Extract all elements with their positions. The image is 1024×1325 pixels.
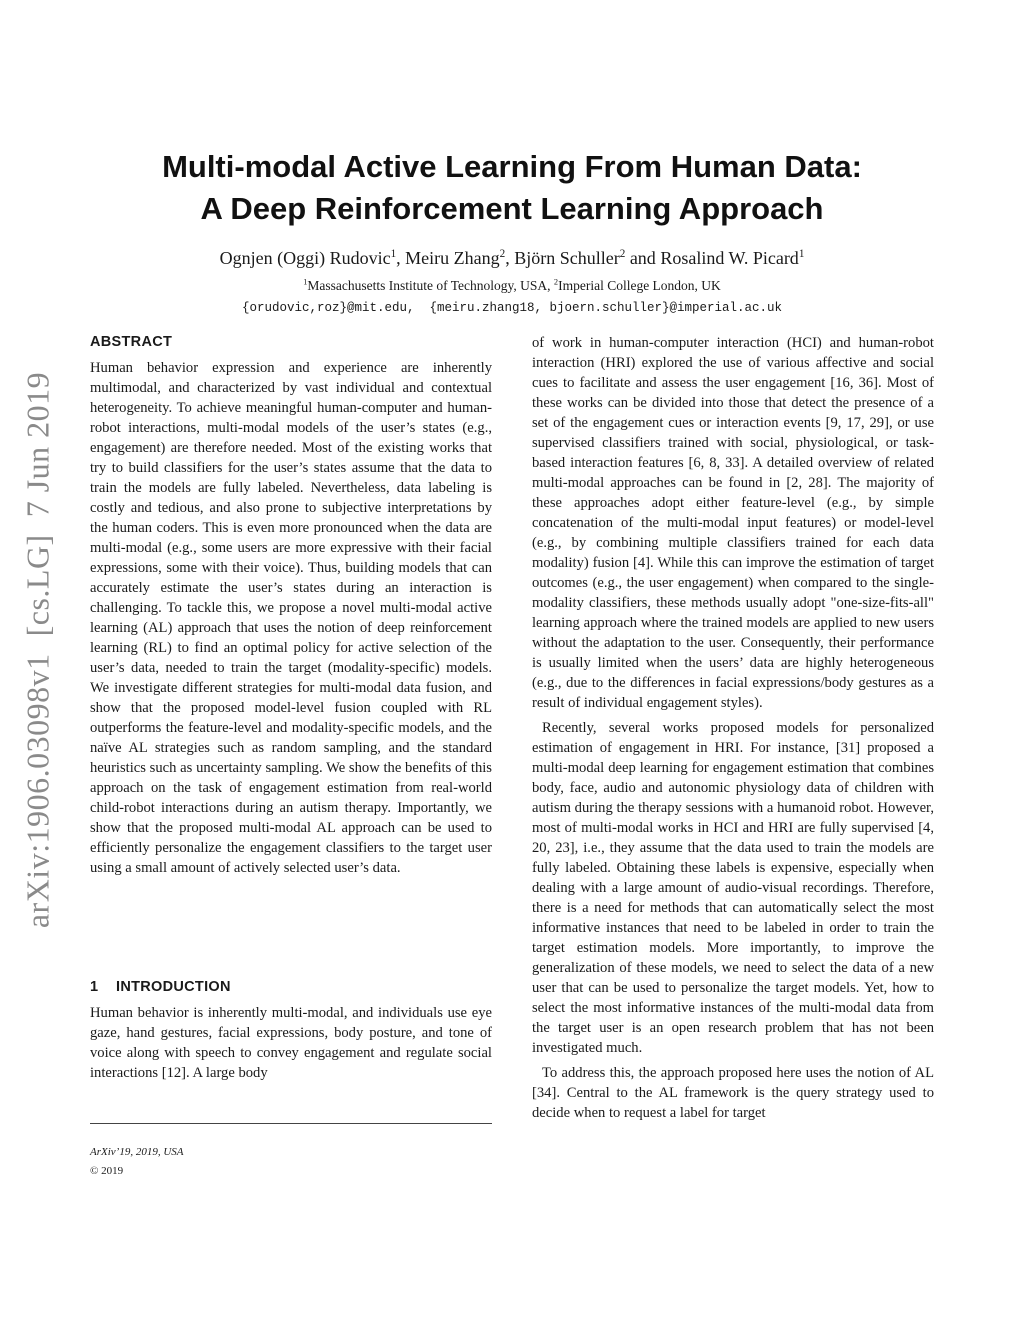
author-affiliation-mark: 2 [499,248,506,260]
footnote-rule [90,1123,492,1124]
affiliations [0,278,1024,294]
introduction-heading [90,979,231,995]
author-affiliation-mark: 1 [390,248,397,260]
paper-title-line-2: A Deep Reinforcement Learning Approach [200,191,824,226]
copyright-footnote: © 2019 [90,1165,124,1177]
author-affiliation-mark: 2 [619,248,626,260]
introduction-right-column [532,333,934,1123]
paragraph: of work in human-computer interaction (HCI) and human-robot interaction (HRI) explored the use of various affective and social cues to facilitate and assess the user engagement [16, 36]. Most of these works can be divided into those that detect the presence of a set of the engagement cues or interaction events [9, 17, 29], or use supervised classifiers trained with social, physiological, or task-based interaction features [6, 8, 33]. A detailed overview of related multi-modal approaches can be found in [2, 28]. The majority of these approaches adopt either feature-level (e.g., by simple concatenation of the multi-modal input features) or model-level (e.g., by combining multiple classifiers trained for each data modality) fusion [4]. While this can improve the estimation of target outcomes (e.g., the user engagement) when compared to the single-modality classifiers, these methods usually adopt "one-size-fits-all" learning approach where the trained models are applied to new users without the adaptation to the user. Consequently, their performance is usually limited when the users’ data are highly heterogeneous (e.g., due to the differences in facial expressions/body gestures as a result of individual engagement styles). [532,335,934,711]
author-name: Ognjen (Oggi) Rudovic [219,248,391,268]
author-conjunction: and [625,248,661,268]
author-emails [0,301,1024,315]
affiliation-institution: Massachusetts Institute of Technology, USA, [307,278,554,293]
paragraph: Human behavior is inherently multi-modal, and individuals use eye gaze, hand gestures, facial expressions, body posture, and tone of voice along with speech to convey engagement and regulate social interactions [12]. A large body [90,1005,492,1081]
venue-footnote: ArXiv’19, 2019, USA [90,1146,184,1158]
author-affiliation-mark: 1 [798,248,805,260]
author-list [0,248,1024,269]
author-name: Rosalind W. Picard [660,248,799,268]
author-separator: , [505,248,515,268]
affiliation-mark: 2 [553,277,559,287]
paragraph: Recently, several works proposed models for personalized estimation of engagement in HRI. For instance, [31] proposed a multi-modal deep learning for engagement estimation that combines body, face, audio and autonomic physiology data of children with autism during the therapy sessions with a humanoid robot. However, most of multi-modal works in HCI and HRI are fully supervised [4, 20, 23], i.e., they assume that the data used to train the models are fully labeled. Obtaining these labels is expensive, especially when dealing with a large amount of audio-visual recordings. Therefore, there is a need for methods that can automatically select the most informative instances that need to be labeled in order to train the target estimation models. More importantly, to improve the generalization of these models, we need to select the data of a new user that can be used to personalize the target models. Yet, how to select the most informative instances of the multi-modal data from the target user is an open research problem that has not been investigated much. [532,720,934,1056]
arxiv-identifier-stamp: arXiv:1906.03098v1 [cs.LG] 7 Jun 2019 [19,371,56,929]
paragraph: To address this, the approach proposed here uses the notion of AL [34]. Central to the AL framework is the query strategy used to decide when to request a label for target [532,1065,934,1121]
paper-title-line-1: Multi-modal Active Learning From Human Data: [162,149,862,184]
abstract-body [90,358,492,878]
section-title: INTRODUCTION [116,979,231,995]
affiliation-institution: Imperial College London, UK [558,278,721,293]
section-number: 1 [90,979,99,995]
email-list: {orudovic,roz}@mit.edu, {meiru.zhang18, bjoern.schuller}@imperial.ac.uk [241,301,783,315]
introduction-left-text [90,1003,492,1083]
arxiv-sidebar [16,360,60,940]
author-name: Meiru Zhang [405,248,500,268]
affiliation-mark: 1 [303,277,308,287]
author-separator: , [396,248,406,268]
abstract-paragraph: Human behavior expression and experience are inherently multimodal, and characterized by vast individual and contextual heterogeneity. To achieve meaningful human-computer and human-robot interactions, multi-modal models of the user’s states (e.g., engagement) are therefore needed. Most of the existing works that try to build classifiers for the user’s states assume that the data to train the models are fully labeled. Nevertheless, data labeling is costly and tedious, and also prone to subjective interpretations by the human coders. This is even more pronounced when the data are multi-modal (e.g., some users are more expressive with their facial expressions, some with their voice). Thus, building models that can accurately estimate the user’s states during an interaction is challenging. To tackle this, we propose a novel multi-modal active learning (AL) approach that uses the notion of deep reinforcement learning (RL) to find an optimal policy for active selection of the user’s data, needed to train the target (modality-specific) models. We investigate different strategies for multi-modal data fusion, and show that the proposed model-level fusion coupled with RL outperforms the feature-level and modality-specific models, and the naïve AL strategies such as random sampling, and the standard heuristics such as uncertainty sampling. We show the benefits of this approach on the task of engagement estimation from real-world child-robot interactions during an autism therapy. Importantly, we show that the proposed multi-modal AL approach can be used to efficiently personalize the engagement classifiers to the target user using a small amount of actively selected user’s data. [90,360,492,876]
abstract-heading: ABSTRACT [90,334,173,350]
author-name: Björn Schuller [514,248,620,268]
